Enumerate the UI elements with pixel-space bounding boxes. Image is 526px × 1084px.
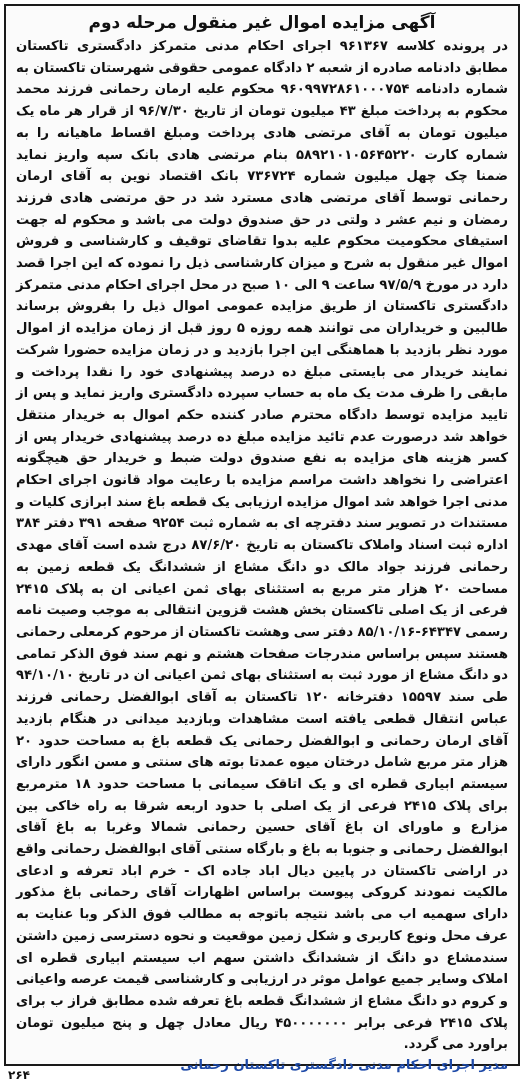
page-number: ۲۶۴ [8, 1068, 30, 1082]
notice-signature [16, 1056, 508, 1076]
notice-title: آگهی مزایده اموال غیر منقول مرحله دوم [88, 13, 436, 33]
notice-frame [4, 4, 520, 1074]
signature-role: مدیر اجرای احکام مدنی دادگستری تاکستان [233, 1058, 508, 1074]
notice-body: در پرونده کلاسه ۹۶۱۳۶۷ اجرای احکام مدنی متمرکز دادگستری تاکستان مطابق دادنامه صادره از شعبه ۲ دادگاه عمومی حقوقی شهرستان تاکستان به شماره دادنامه ۹۶۰۹۹۷۲۸۶۱۰۰۰۷۵۴ محکوم علیه ارمان رحمانی فرزند محمد محکوم به پرداخت مبلغ ۴۳ میلیون تومان از تاریخ ۹۶/۷/۳۰ از قرار هر ماه یک میلیون تومان به آقای مرتضی هادی پرداخت ومبلغ اقساط ماهیانه را به شماره کارت ۵۸۹۲۱۰۱۰۵۶۴۵۲۲۰ بنام مرتضی هادی بانک سپه واریز نماید ضمنا چک چهل میلیون شماره ۷۳۶۷۲۴ بانک اقتصاد نوین به آقای ارمان رحمانی توسط آقای مرتضی هادی مسترد شد در حق مرتضی هادی فرزند رمضان و نیم عشر د ولتی در حق صندوق دولت می باشد و محکوم له جهت استیفای محکومیت محکوم علیه بدوا تقاضای توقیف و کارشناسی و فروش اموال غیر منقول به شرح و میزان کارشناسی ذیل را نموده که این اجرا قصد دارد در مورخ ۹۷/۵/۹ ساعت ۹ الی ۱۰ صبح در محل اجرای احکام مدنی متمرکز دادگستری تاکستان از طریق مزایده عمومی اموال ذیل را بفروش برساند طالبین و خریداران می توانند همه روزه ۵ روز قبل از زمان مزایده از اموال مورد نظر بازدید با هماهنگی این اجرا بازدید و در زمان مزایده حضورا شرکت نمایند خریدار می بایستی مبلغ ده درصد پیشنهادی خود را نقدا پرداخت و مابقی را ظرف مدت یک ماه به حساب سپرده دادگستری واریز نماید و پس از تایید مزایده توسط دادگاه محترم صادر کننده حکم اموال به خریدار منتقل خواهد شد درصورت عدم تائید مزایده مبلغ ده درصد پیشنهادی خریدار پس از کسر هزینه های مزایده به نفع صندوق دولت ضبط و خریدار حق هیچگونه اعتراضی را نخواهد داشت مراسم مزایده با رعایت مواد قانون اجرای احکام مدنی اجرا خواهد شد اموال مزایده ارزیابی یک قطعه باغ سند ابرازی کلیات و مستندات در تصویر سند دفترچه ای به شماره ثبت ۹۲۵۴ صفحه ۳۹۱ دفتر ۳۸۴ اداره ثبت اسناد واملاک تاکستان به تاریخ ۸۷/۶/۲۰ درج شده است آقای مهدی رحمانی فرزند جواد مالک دو دانگ مشاع از ششدانگ یک قطعه زمین به مساحت ۲۰ هزار متر مربع به استثنای بهای ثمن اعیانی ان به پلاک ۲۴۱۵ فرعی از یک اصلی تاکستان بخش هشت قزوین انتقالی به موجب وصیت نامه رسمی ۶۴۳۴۷-۸۵/۱۰/۱۶ دفتر سی وهشت تاکستان از مرحوم کرمعلی رحمانی هستند سپس براساس مندرجات صفحات هشتم و نهم سند فوق الذکر تمامی دو دانگ مشاع از مورد ثبت به استثنای بهای ثمن اعیانی ان در تاریخ ۹۴/۱۰/۱۰ طی سند ۱۵۵۹۷ دفترخانه ۱۲۰ تاکستان به آقای ابوالفضل رحمانی فرزند عباس انتقال قطعی یافته است مشاهدات وبازدید میدانی در هنگام بازدید آقای ارمان رحمانی و ابوالفضل رحمانی یک قطعه باغ به مساحت حدود ۲۰ هزار متر مربع شامل درختان میوه عمدتا بوته های سنتی و مسن انگور دارای سیستم ابیاری قطره ای و یک اتاقک سیمانی با مساحت حدود ۱۸ مترمربع برای پلاک ۲۴۱۵ فرعی از یک اصلی با حدود اربعه شرقا به راه خاکی بین مزارع و ماورای ان باغ آقای حسین رحمانی شمالا وغربا به باغ آقای ابوالفضل رحمانی و جنوبا به باغ و بارگاه سنتی آقای ابوالفضل رحمانی واقع در اراضی تاکستان در پایین دیال اباد جاده اک - خرم اباد تعرفه و ادعای مالکیت نمودند کروکی پیوست براساس اظهارات آقای رحمانی باغ مذکور دارای سهمیه اب می باشد نتیجه باتوجه به مطالب فوق الذکر وبا عنایت به عرف محل ونوع کاربری و شکل زمین موقعیت و نحوه دسترسی زمین داشتن سندمشاع دو دانگ از ششدانگ داشتن سهم اب سیستم ابیاری قطره ای املاک وسایر جمیع عوامل موثر در ارزیابی و کارشناسی قیمت عرصه واعیانی و کروم دو دانگ مشاع از ششدانگ قطعه باغ تعرفه شده مطابق فراز ب برای پلاک ۲۴۱۵ فرعی برابر ۴۵۰۰۰۰۰۰۰ ریال معادل چهل و پنج میلیون تومان براورد می گردد. [16, 39, 509, 1053]
signature-name: رحمانی [180, 1058, 229, 1074]
